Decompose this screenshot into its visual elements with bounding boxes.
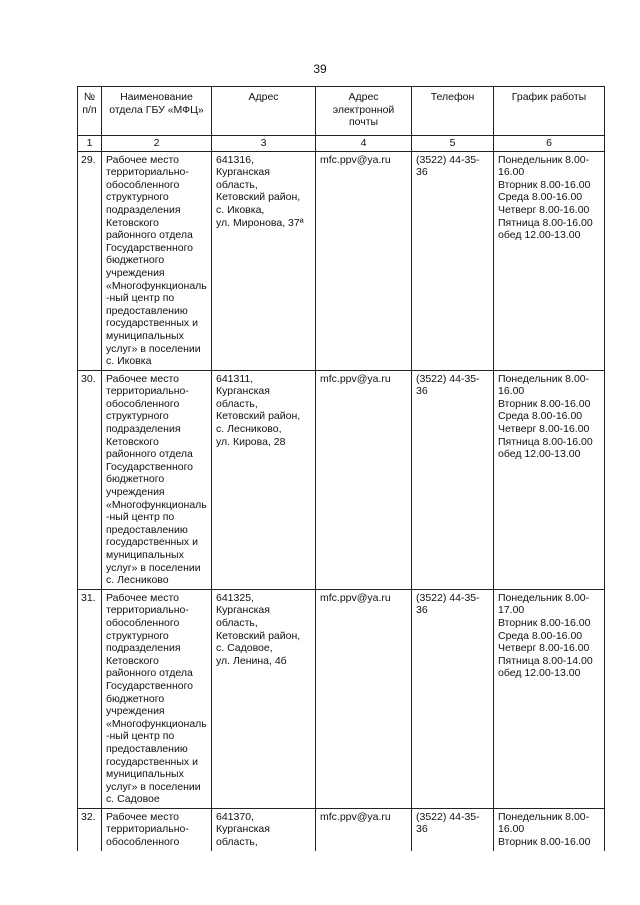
- schedule-line: Понедельник 8.00- 17.00: [498, 591, 590, 617]
- address-cell: 641370, Курганская область,: [212, 808, 316, 850]
- row-number: 30.: [78, 370, 102, 589]
- column-number: 1: [78, 136, 102, 152]
- page-number: 39: [313, 62, 327, 76]
- schedule-line: Среда 8.00-16.00: [498, 191, 583, 204]
- row-number: 29.: [78, 151, 102, 370]
- schedule-line: обед 12.00-13.00: [498, 229, 581, 242]
- schedule-line: Четверг 8.00-16.00: [498, 423, 590, 436]
- schedule-line: Понедельник 8.00- 16.00: [498, 810, 590, 836]
- schedule-line: Вторник 8.00-16.00: [498, 616, 591, 629]
- schedule-cell: [494, 808, 605, 850]
- table-row: [78, 808, 605, 850]
- table-header-row: [78, 87, 605, 136]
- email-cell: mfc.ppv@ya.ru: [316, 808, 412, 850]
- header-address: Адрес: [212, 87, 316, 136]
- schedule-line: Четверг 8.00-16.00: [498, 642, 590, 655]
- offices-table: [77, 86, 605, 851]
- department-name-cell: Рабочее место территориально- обособленного: [102, 808, 212, 850]
- department-name-cell: Рабочее место территориально- обособленного структурного подразделения Кетовского районного отдела Государственного бюджетного учреждения «Многофункциональ -ный центр по предоставлению государственных и муниципальных услуг» в поселении с. Садовое: [102, 589, 212, 808]
- schedule-line: Среда 8.00-16.00: [498, 410, 583, 423]
- schedule-line: Среда 8.00-16.00: [498, 629, 583, 642]
- schedule-line: Пятница 8.00-16.00: [498, 435, 593, 448]
- phone-cell: (3522) 44-35- 36: [412, 370, 494, 589]
- schedule-line: Четверг 8.00-16.00: [498, 203, 590, 216]
- schedule-line: Вторник 8.00-16.00: [498, 397, 591, 410]
- phone-cell: (3522) 44-35- 36: [412, 808, 494, 850]
- column-number-row: [78, 136, 605, 152]
- schedule-line: Пятница 8.00-16.00: [498, 216, 593, 229]
- header-number: № п/п: [78, 87, 102, 136]
- column-number: 2: [102, 136, 212, 152]
- schedule-line: Понедельник 8.00- 16.00: [498, 153, 590, 179]
- column-number: 3: [212, 136, 316, 152]
- header-department: Наименование отдела ГБУ «МФЦ»: [102, 87, 212, 136]
- column-number: 4: [316, 136, 412, 152]
- row-number: 31.: [78, 589, 102, 808]
- department-name-cell: Рабочее место территориально- обособленного структурного подразделения Кетовского районного отдела Государственного бюджетного учреждения «Многофункциональ -ный центр по предоставлению государственных и муниципальных услуг» в поселении с. Иковка: [102, 151, 212, 370]
- address-cell: 641316, Курганская область, Кетовский район, с. Иковка, ул. Миронова, 37ª: [212, 151, 316, 370]
- table-body: [78, 151, 605, 851]
- column-number: 5: [412, 136, 494, 152]
- table-row: [78, 151, 605, 370]
- schedule-cell: [494, 370, 605, 589]
- phone-cell: (3522) 44-35- 36: [412, 151, 494, 370]
- email-cell: mfc.ppv@ya.ru: [316, 589, 412, 808]
- schedule-cell: [494, 589, 605, 808]
- phone-cell: (3522) 44-35- 36: [412, 589, 494, 808]
- schedule-line: обед 12.00-13.00: [498, 667, 581, 680]
- department-name-cell: Рабочее место территориально- обособленного структурного подразделения Кетовского районного отдела Государственного бюджетного учреждения «Многофункциональ -ный центр по предоставлению государственных и муниципальных услуг» в поселении с. Лесниково: [102, 370, 212, 589]
- column-number: 6: [494, 136, 605, 152]
- header-email: Адрес электронной почты: [316, 87, 412, 136]
- schedule-cell: [494, 151, 605, 370]
- address-cell: 641325, Курганская область, Кетовский район, с. Садовое, ул. Ленина, 4б: [212, 589, 316, 808]
- schedule-line: Вторник 8.00-16.00: [498, 836, 591, 849]
- schedule-line: Пятница 8.00-14.00: [498, 654, 593, 667]
- header-phone: Телефон: [412, 87, 494, 136]
- schedule-line: Вторник 8.00-16.00: [498, 178, 591, 191]
- schedule-line: Понедельник 8.00- 16.00: [498, 372, 590, 398]
- email-cell: mfc.ppv@ya.ru: [316, 151, 412, 370]
- table-row: [78, 589, 605, 808]
- schedule-line: обед 12.00-13.00: [498, 448, 581, 461]
- header-schedule: График работы: [494, 87, 605, 136]
- address-cell: 641311, Курганская область, Кетовский район, с. Лесниково, ул. Кирова, 28: [212, 370, 316, 589]
- table-row: [78, 370, 605, 589]
- email-cell: mfc.ppv@ya.ru: [316, 370, 412, 589]
- row-number: 32.: [78, 808, 102, 850]
